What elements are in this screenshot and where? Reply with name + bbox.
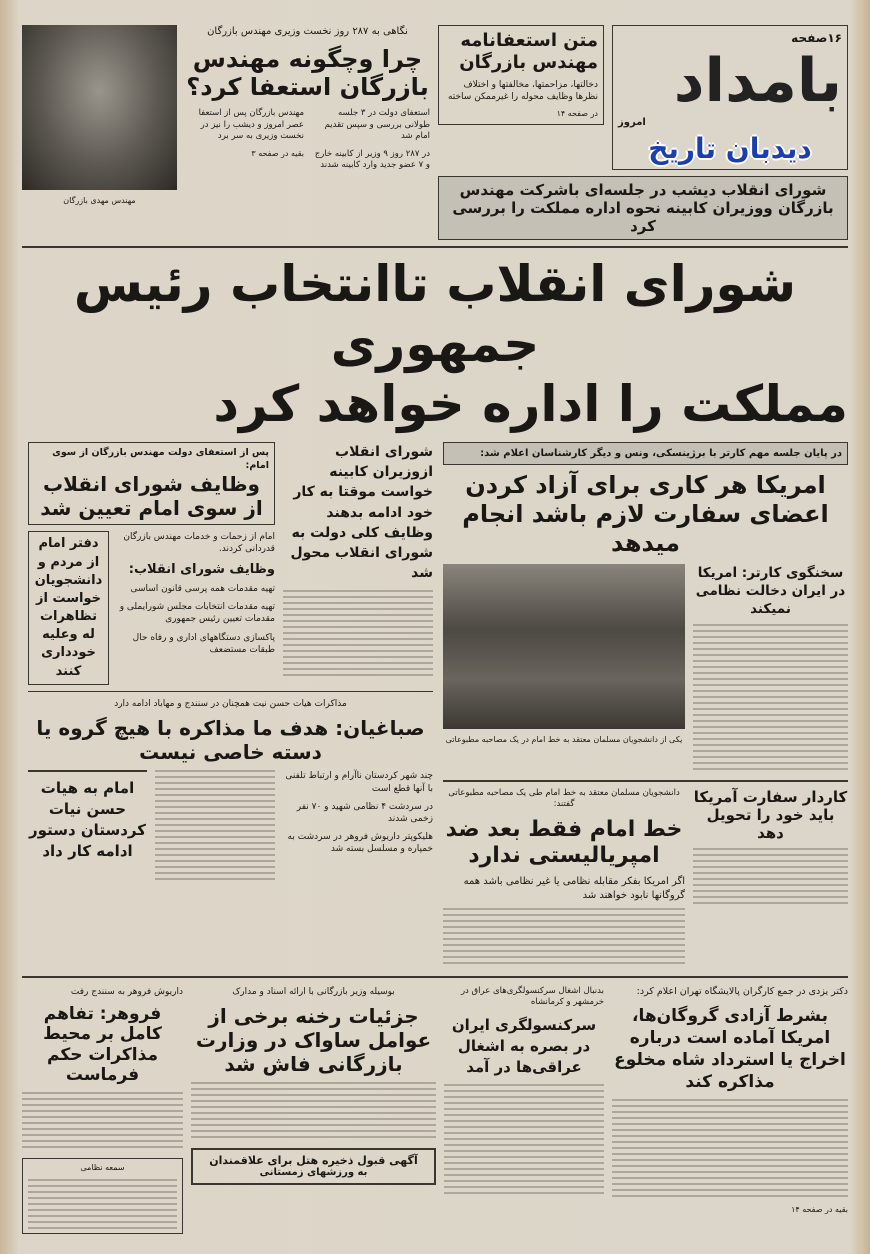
- page-count: ۱۶صفحه: [791, 31, 842, 45]
- sabbaghian-kicker: مذاکرات هیات حسن نیت همچنان در سنندج و مهاباد ادامه دارد: [114, 699, 347, 710]
- us-headline: امریکا هر کاری برای آزاد کردن اعضای سفارت لازم باشد انجام میدهد: [462, 471, 829, 557]
- body-text: [612, 1099, 848, 1199]
- council-meeting-box: [438, 176, 848, 240]
- yazdi-story: [612, 986, 848, 1216]
- sabbaghian-bullet: چند شهر کردستان ناآرام و ارتباط تلفنی با آنها قطع است: [285, 771, 433, 794]
- forouhar-kicker: داریوش فروهر به سنندج رفت: [70, 986, 183, 997]
- basra-kicker: بدنبال اشغال سرکنسولگری‌های عراق در خرمشهر و کرمانشاه: [460, 985, 604, 1008]
- savak-story: [191, 986, 436, 1185]
- divider: [22, 976, 848, 978]
- basra-story: [444, 986, 604, 1194]
- masthead: [612, 25, 848, 170]
- imam-line-kicker: دانشجویان مسلمان معتقد به خط امام طی یک مصاحبه مطبوعاتی گفتند:: [448, 787, 680, 810]
- resignation-letter-box: [438, 25, 604, 125]
- resignation-body: دخالتها، مزاحمتها، مخالفتها و اختلاف نظرها وظایف محوله را غیرممکن ساخته: [447, 80, 598, 103]
- sabbaghian-headline: صباغیان: هدف ما مذاکره با هیچ گروه یا دسته خاصی نیست: [36, 716, 425, 765]
- duties-subhead: وظایف شورای انقلاب:: [128, 561, 275, 577]
- body-text: [191, 1082, 436, 1142]
- why-bullet: استعفای دولت در ۳ جلسه طولانی بررسی و سپس تقدیم امام شد: [324, 108, 430, 142]
- duties-bullet: امام از زحمات و خدمات مهندس بازرگان قدردانی کردند.: [123, 532, 275, 555]
- sabbaghian-bullet: در سردشت ۴ نظامی شهید و ۷۰ نفر زخمی شدند: [296, 801, 433, 824]
- why-bullet: مهندس بازرگان پس از استعفا عصر امروز و دیشب را نیز در نخست وزیری به سر برد: [198, 108, 304, 142]
- top-row: [22, 25, 848, 240]
- continued-label: در صفحه ۱۴: [556, 109, 598, 119]
- forouhar-headline: فروهر: تفاهم کامل بر محیط مذاکرات حکم فرماست: [43, 1004, 162, 1086]
- notice-title: سمعه نظامی: [80, 1162, 125, 1172]
- duties-bullet: تهیه مقدمات همه پرسی قانون اساسی: [130, 584, 275, 595]
- body-text: [444, 1084, 604, 1194]
- sabbaghian-bullet: هلیکوپتر داریوش فروهر در سردشت به خمپاره و مسلسل بسته شد: [287, 832, 433, 855]
- duties-kicker: پس از استعفای دولت مهندس بازرگان از سوی امام:: [52, 446, 269, 471]
- students-photo-caption: یکی از دانشجویان مسلمان معتقد به خط امام در یک مصاحبه مطبوعاتی: [445, 734, 683, 744]
- divider: [28, 770, 147, 772]
- top-right-block: [438, 25, 848, 240]
- students-photo: [443, 564, 685, 729]
- ministers-headline: شورای انقلاب ازوزیران کابینه خواست موقتا به کار خود ادامه بدهند وظایف کلی دولت به شورای انقلاب محول شد: [290, 443, 433, 582]
- body-text: [693, 624, 848, 774]
- bottom-row: [22, 986, 848, 1235]
- yazdi-headline: بشرط آزادی گروگان‌ها، امریکا آماده است درباره اخراج یا استرداد شاه مخلوع مذاکره کند: [614, 1005, 846, 1093]
- why-headline: چرا وچگونه مهندس بازرگان استعفا کرد؟: [186, 44, 429, 102]
- continued-label: بقیه در صفحه ۳: [251, 148, 304, 158]
- duties-bullet: تهیه مقدمات انتخابات مجلس شورایملی و مقدمات تعیین رئیس جمهوری: [119, 602, 275, 625]
- why-kicker: نگاهی به ۲۸۷ روز نخست وزیری مهندس بازرگان: [207, 26, 408, 37]
- duties-box: [28, 442, 275, 526]
- main-headline-line2: مملکت را اداره خواهد کرد: [213, 374, 848, 433]
- duties-bullet: پاکسازی دستگاههای اداری و رفاه حال طبقات مستضعف: [132, 632, 275, 655]
- watermark: دیدبان تاریخ: [648, 131, 812, 165]
- body-text: [28, 1179, 177, 1229]
- logo-subtitle: امروز: [618, 117, 646, 129]
- charge-daffaires-headline: کاردار سفارت آمریکا باید خود را تحویل دهد: [693, 787, 848, 842]
- main-headline-line1: شورای انقلاب تاانتخاب رئیس جمهوری: [73, 254, 797, 373]
- hotel-ad-line1: آگهی قبول ذخیره هتل برای علاقمندان: [209, 1154, 418, 1168]
- council-meeting-headline: شورای انقلاب دیشب در جلسه‌ای باشرکت مهندس بازرگان ووزیران کابینه نحوه اداره مملکت را بررسی کرد: [452, 180, 834, 235]
- basra-headline: سرکنسولگری ایران در بصره به اشغال عراقی‌ها در آمد: [451, 1015, 597, 1076]
- left-block: [28, 442, 433, 881]
- notice-box: [22, 1158, 183, 1235]
- hotel-ad-box: [191, 1148, 436, 1185]
- divider: [22, 246, 848, 248]
- kurdistan-headline: امام به هیات حسن نیات کردستان دستور ادامه کار داد: [29, 778, 146, 860]
- divider: [28, 691, 433, 693]
- body-text: [22, 1092, 183, 1152]
- savak-kicker: بوسیله وزیر بازرگانی با ارائه اسناد و مدارک: [232, 986, 395, 997]
- imam-office-headline: دفتر امام از مردم و دانشجویان خواست از تظاهرات له وعلیه خودداری کنند: [34, 536, 103, 679]
- carter-spokesman-headline: سخنگوی کارتر: امریکا در ایران دخالت نظامی نمیکند: [695, 564, 846, 618]
- middle-row: [22, 442, 848, 969]
- continued-label: بقیه در صفحه ۱۴: [791, 1205, 848, 1215]
- divider: [443, 780, 848, 782]
- resignation-title: متن استعفانامه مهندس بازرگان: [459, 30, 598, 73]
- body-text: [155, 770, 275, 880]
- imam-line-bullet: اگر امریکا بفکر مقابله نظامی یا غیر نظامی باشد همه گروگانها نابود خواهند شد: [463, 876, 685, 901]
- why-story: [185, 25, 430, 171]
- body-text: [443, 908, 685, 968]
- yazdi-kicker: دکتر یزدی در جمع کارگران پالایشگاه تهران اعلام کرد:: [636, 985, 848, 997]
- body-text: [693, 848, 848, 908]
- us-kicker-box: [443, 442, 848, 466]
- us-kicker: در پایان جلسه مهم کارتر با برژینسکی، ونس و دیگر کارشناسان اعلام شد:: [480, 447, 842, 459]
- newspaper-logo: بامداد: [673, 46, 842, 117]
- hotel-ad-line2: به ورزشهای زمستانی: [259, 1167, 368, 1179]
- photo-block: [22, 25, 177, 207]
- body-text: [283, 590, 433, 680]
- imam-office-box: [28, 531, 109, 685]
- why-bullet: در ۲۸۷ روز ۹ وزیر از کابینه خارج و ۷ عضو جدید وارد کابینه شدند: [314, 148, 430, 170]
- duties-headline: وظایف شورای انقلاب از سوی امام تعیین شد: [40, 472, 263, 521]
- forouhar-story: [22, 986, 183, 1235]
- us-column: [443, 442, 848, 969]
- bazargan-photo: [22, 25, 177, 190]
- savak-headline: جزئیات رخنه برخی از عوامل ساواک در وزارت بازرگانی فاش شد: [195, 1004, 432, 1077]
- imam-line-headline: خط امام فقط بعد ضد امپریالیستی ندارد: [445, 816, 683, 869]
- photo-caption: مهندس مهدی بازرگان: [63, 196, 136, 205]
